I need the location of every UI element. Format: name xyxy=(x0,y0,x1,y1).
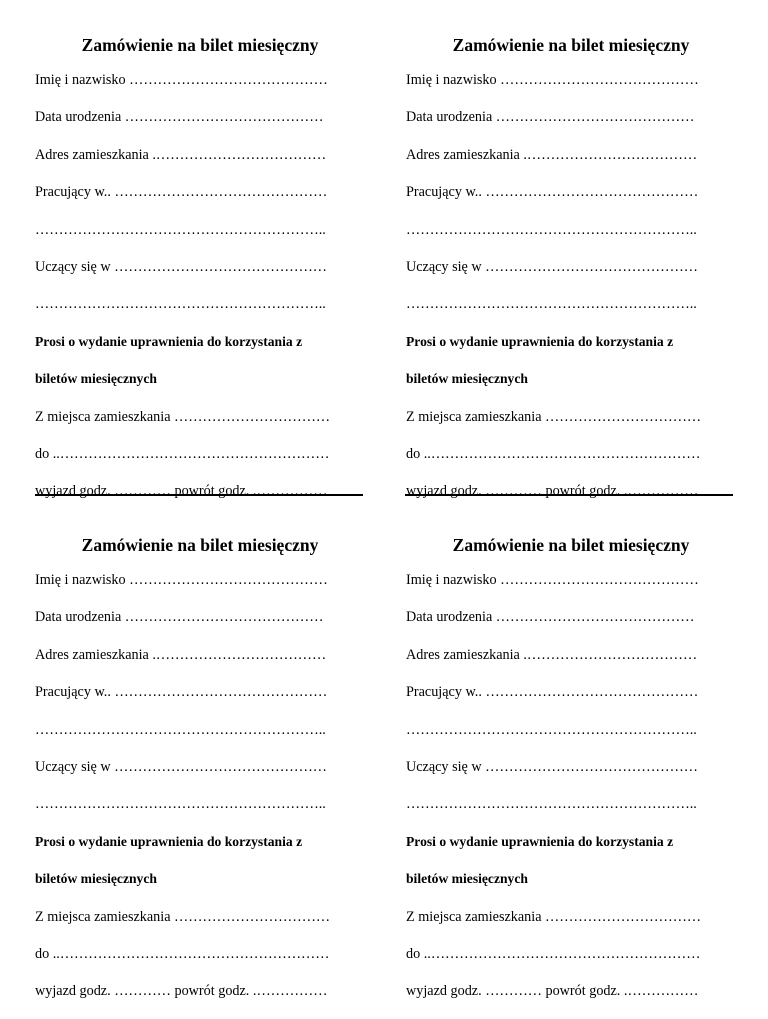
request-text-line-2: biletów miesięcznych xyxy=(406,871,528,887)
to-place-field: do ..………………………………………………… xyxy=(406,945,701,962)
address-field: Adres zamieszkania .……………………………… xyxy=(35,646,327,663)
address-field: Adres zamieszkania .……………………………… xyxy=(406,646,698,663)
working-at-continuation-field: …………………………………………………….. xyxy=(406,721,697,738)
studying-at-field: Uczący się w ……………………………………… xyxy=(35,758,327,775)
cut-line-left xyxy=(35,494,363,496)
working-at-field: Pracujący w.. ……………………………………… xyxy=(406,184,699,201)
departure-return-times-field: wyjazd godz. ………… powrót godz. .…………… xyxy=(35,983,328,1000)
studying-at-field: Uczący się w ……………………………………… xyxy=(406,758,698,775)
departure-return-times-field: wyjazd godz. ………… powrót godz. .…………… xyxy=(406,983,699,1000)
to-place-field: do ..………………………………………………… xyxy=(35,445,330,462)
name-field: Imię i nazwisko …………………………………… xyxy=(35,572,328,588)
request-text-line-1: Prosi o wydanie uprawnienia do korzystania z xyxy=(406,333,674,349)
request-text-line-2: biletów miesięcznych xyxy=(406,371,528,387)
from-place-field: Z miejsca zamieszkania …………………………… xyxy=(406,908,702,925)
from-place-field: Z miejsca zamieszkania …………………………… xyxy=(35,408,331,425)
request-text-line-1: Prosi o wydanie uprawnienia do korzystania z xyxy=(406,833,674,849)
order-form-top-left xyxy=(35,34,365,519)
working-at-field: Pracujący w.. ……………………………………… xyxy=(35,684,328,701)
name-field: Imię i nazwisko …………………………………… xyxy=(406,572,699,588)
form-title: Zamówienie na bilet miesięczny xyxy=(452,535,690,555)
address-field: Adres zamieszkania .……………………………… xyxy=(35,146,327,163)
form-title: Zamówienie na bilet miesięczny xyxy=(452,35,690,55)
working-at-continuation-field: …………………………………………………….. xyxy=(35,221,326,238)
name-field: Imię i nazwisko …………………………………… xyxy=(35,72,328,88)
birth-date-field: Data urodzenia …………………………………… xyxy=(35,109,324,126)
order-form-bottom-right xyxy=(406,534,736,1019)
request-text-line-1: Prosi o wydanie uprawnienia do korzystania z xyxy=(35,833,303,849)
studying-at-continuation-field: …………………………………………………….. xyxy=(406,796,697,813)
studying-at-continuation-field: …………………………………………………….. xyxy=(406,296,697,313)
order-form-bottom-left xyxy=(35,534,365,1019)
request-text-line-1: Prosi o wydanie uprawnienia do korzystania z xyxy=(35,333,303,349)
studying-at-field: Uczący się w ……………………………………… xyxy=(406,258,698,275)
working-at-continuation-field: …………………………………………………….. xyxy=(406,221,697,238)
request-text-line-2: biletów miesięcznych xyxy=(35,871,157,887)
from-place-field: Z miejsca zamieszkania …………………………… xyxy=(406,408,702,425)
studying-at-continuation-field: …………………………………………………….. xyxy=(35,296,326,313)
studying-at-continuation-field: …………………………………………………….. xyxy=(35,796,326,813)
order-form-top-right xyxy=(406,34,736,519)
working-at-continuation-field: …………………………………………………….. xyxy=(35,721,326,738)
working-at-field: Pracujący w.. ……………………………………… xyxy=(35,184,328,201)
departure-return-times-field: wyjazd godz. ………… powrót godz. .…………… xyxy=(35,483,328,500)
to-place-field: do ..………………………………………………… xyxy=(406,445,701,462)
working-at-field: Pracujący w.. ……………………………………… xyxy=(406,684,699,701)
to-place-field: do ..………………………………………………… xyxy=(35,945,330,962)
request-text-line-2: biletów miesięcznych xyxy=(35,371,157,387)
studying-at-field: Uczący się w ……………………………………… xyxy=(35,258,327,275)
form-title: Zamówienie na bilet miesięczny xyxy=(81,535,319,555)
from-place-field: Z miejsca zamieszkania …………………………… xyxy=(35,908,331,925)
address-field: Adres zamieszkania .……………………………… xyxy=(406,146,698,163)
birth-date-field: Data urodzenia …………………………………… xyxy=(406,109,695,126)
birth-date-field: Data urodzenia …………………………………… xyxy=(35,609,324,626)
name-field: Imię i nazwisko …………………………………… xyxy=(406,72,699,88)
form-title: Zamówienie na bilet miesięczny xyxy=(81,35,319,55)
departure-return-times-field: wyjazd godz. ………… powrót godz. .…………… xyxy=(406,483,699,500)
cut-line-right xyxy=(405,494,733,496)
birth-date-field: Data urodzenia …………………………………… xyxy=(406,609,695,626)
